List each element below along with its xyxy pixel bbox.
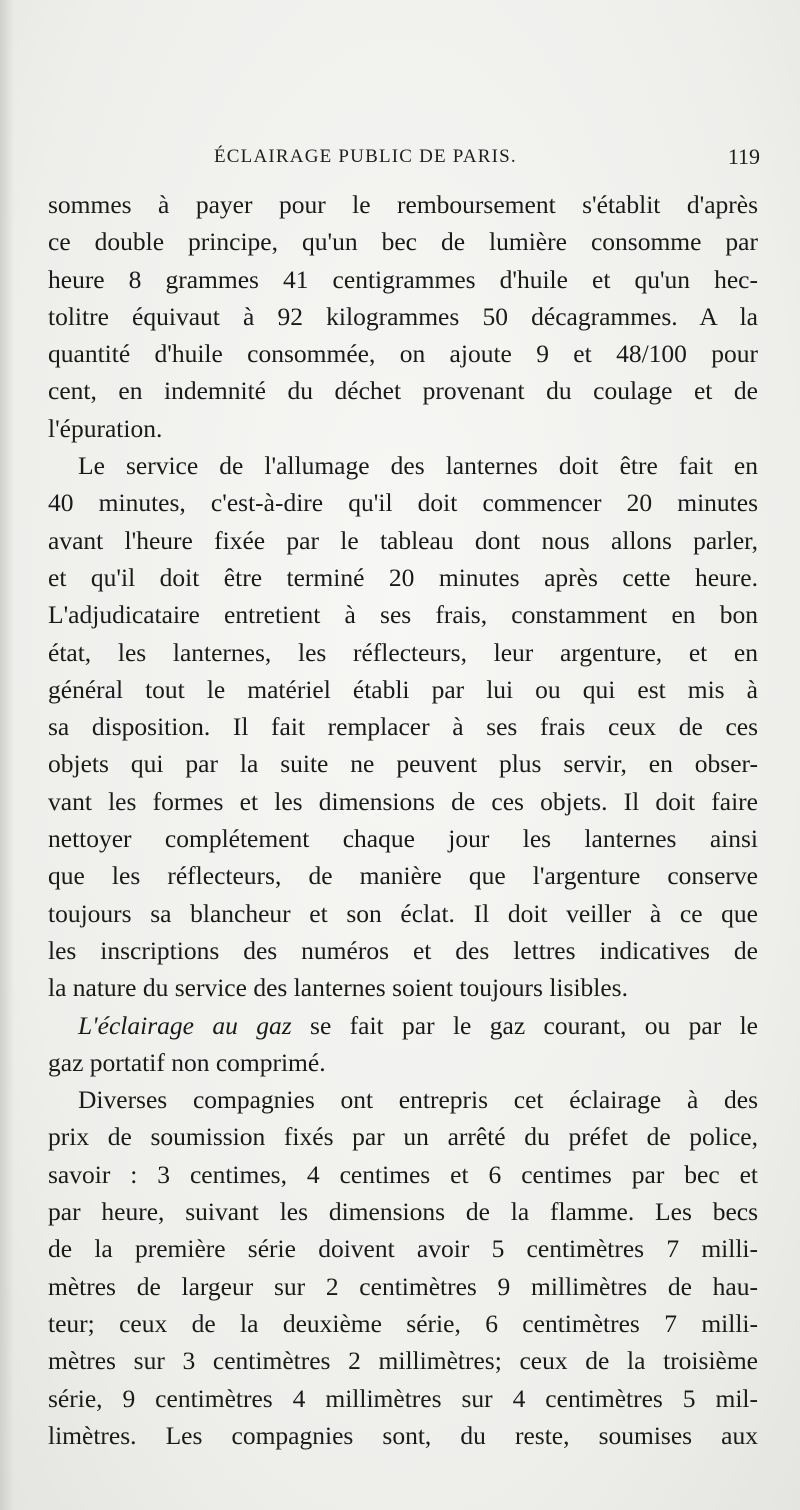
text-line: avant l'heure fixée par le tableau dont nous allons parler, [48, 525, 758, 555]
text-line: de la première série doivent avoir 5 centimètres 7 milli- [48, 1234, 758, 1264]
text-line: tolitre équivaut à 92 kilogrammes 50 décagrammes. A la [48, 301, 758, 331]
running-title: ÉCLAIRAGE PUBLIC DE PARIS. [214, 146, 517, 167]
text-line: nettoyer complétement chaque jour les lanternes ainsi [48, 824, 758, 854]
page-number: 119 [727, 144, 760, 169]
text-line: mètres sur 3 centimètres 2 millimètres; ceux de la troisième [48, 1346, 758, 1376]
text-line [48, 1007, 758, 1044]
text-line: 40 minutes, c'est-à-dire qu'il doit commencer 20 minutes [48, 488, 758, 518]
text-line: les inscriptions des numéros et des lettres indicatives de [48, 935, 758, 965]
text-line: état, les lanternes, les réflecteurs, leur argenture, et en [48, 637, 758, 667]
text-line: L'adjudicataire entretient à ses frais, constamment en bon [48, 600, 758, 630]
text-line: mètres de largeur sur 2 centimètres 9 millimètres de hau- [48, 1271, 758, 1301]
text-line: ce double principe, qu'un bec de lumière consomme par [48, 227, 758, 257]
text-line: la nature du service des lanternes soient toujours lisibles. [48, 973, 628, 1003]
text-line: objets qui par la suite ne peuvent plus servir, en obser- [48, 749, 758, 779]
text-line: gaz portatif non comprimé. [48, 1047, 326, 1077]
paragraph-1 [48, 186, 758, 447]
text-line: vant les formes et les dimensions de ces objets. Il doit faire [48, 786, 758, 816]
page-gutter-shadow [0, 0, 14, 1510]
text-line: Le service de l'allumage des lanternes doit être fait en [78, 451, 758, 481]
italic-lead: L'éclairage au gaz [78, 1010, 292, 1040]
page-header [48, 146, 760, 176]
body-text [48, 186, 758, 1454]
text-line: teur; ceux de la deuxième série, 6 centimètres 7 milli- [48, 1308, 758, 1338]
paragraph-4 [48, 1081, 758, 1454]
text-line: cent, en indemnité du déchet provenant du coulage et de [48, 376, 758, 406]
text-line: heure 8 grammes 41 centigrammes d'huile et qu'un hec- [48, 264, 758, 294]
paragraph-3 [48, 1007, 758, 1082]
line-rest: se fait par le gaz courant, ou par le [291, 1010, 758, 1040]
text-line: par heure, suivant les dimensions de la flamme. Les becs [48, 1197, 758, 1227]
text-line: quantité d'huile consommée, on ajoute 9 et 48/100 pour [48, 339, 758, 369]
text-line: sommes à payer pour le remboursement s'établit d'après [48, 190, 758, 219]
text-line: Diverses compagnies ont entrepris cet éclairage à des [78, 1085, 758, 1115]
text-line: général tout le matériel établi par lui ou qui est mis à [48, 674, 758, 704]
text-line: série, 9 centimètres 4 millimètres sur 4 centimètres 5 mil- [48, 1383, 758, 1413]
text-line: savoir : 3 centimes, 4 centimes et 6 centimes par bec et [48, 1159, 758, 1189]
text-line: sa disposition. Il fait remplacer à ses frais ceux de ces [48, 712, 758, 742]
text-line: toujours sa blancheur et son éclat. Il doit veiller à ce que [48, 898, 758, 928]
text-line: l'épuration. [48, 413, 163, 443]
text-line: que les réflecteurs, de manière que l'argenture conserve [48, 861, 758, 891]
text-line: et qu'il doit être terminé 20 minutes après cette heure. [48, 562, 758, 592]
text-line: limètres. Les compagnies sont, du reste, soumises aux [48, 1420, 758, 1450]
text-line: prix de soumission fixés par un arrêté du préfet de police, [48, 1122, 758, 1152]
paragraph-2 [48, 447, 758, 1006]
